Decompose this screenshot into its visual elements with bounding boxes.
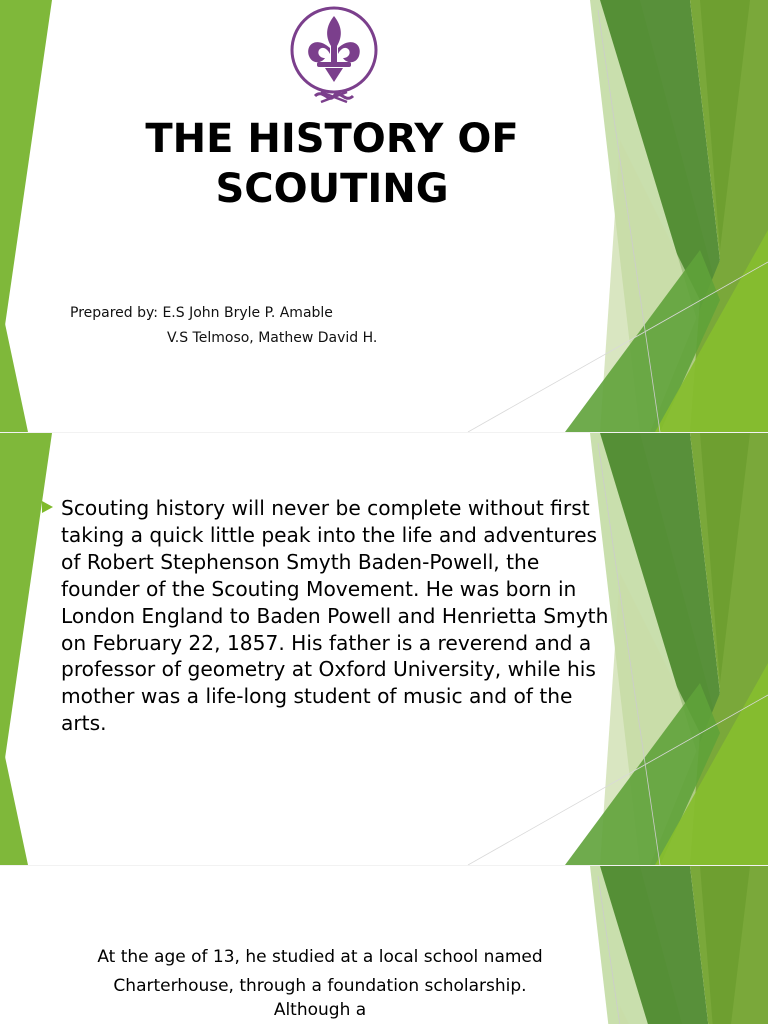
green-shapes-decoration xyxy=(0,0,768,432)
slide-title-heading xyxy=(84,114,580,214)
slide-education xyxy=(0,866,768,1024)
para-line-1: At the age of 13, he studied at a local school named xyxy=(97,947,543,967)
title-line-1: THE HISTORY OF xyxy=(145,116,519,162)
slide-title xyxy=(0,0,768,432)
prepared-by-line-2: V.S Telmoso, Mathew David H. xyxy=(167,330,378,346)
para-line-3: Although a xyxy=(273,1000,367,1020)
para-line-2: Charterhouse, through a foundation scholarship. xyxy=(113,976,527,996)
slide-biography xyxy=(0,433,768,865)
fleur-de-lis-icon xyxy=(287,6,381,110)
title-line-2: SCOUTING xyxy=(215,166,449,212)
prepared-by-line-1: Prepared by: E.S John Bryle P. Amable xyxy=(70,305,333,321)
biography-bullet-text: Scouting history will never be complete without first taking a quick little peak into the life and adventures of Robert Stephenson Smyth Baden-Powell, the founder of the Scouting Movement. He was born in London England to Baden Powell and Henrietta Smyth on February 22, 1857. His father is a reverend and a professor of geometry at Oxford University, while his mother was a life-long student of music and of the arts. xyxy=(61,496,609,736)
education-paragraph xyxy=(50,944,590,1021)
bullet-arrow-icon xyxy=(40,500,54,514)
